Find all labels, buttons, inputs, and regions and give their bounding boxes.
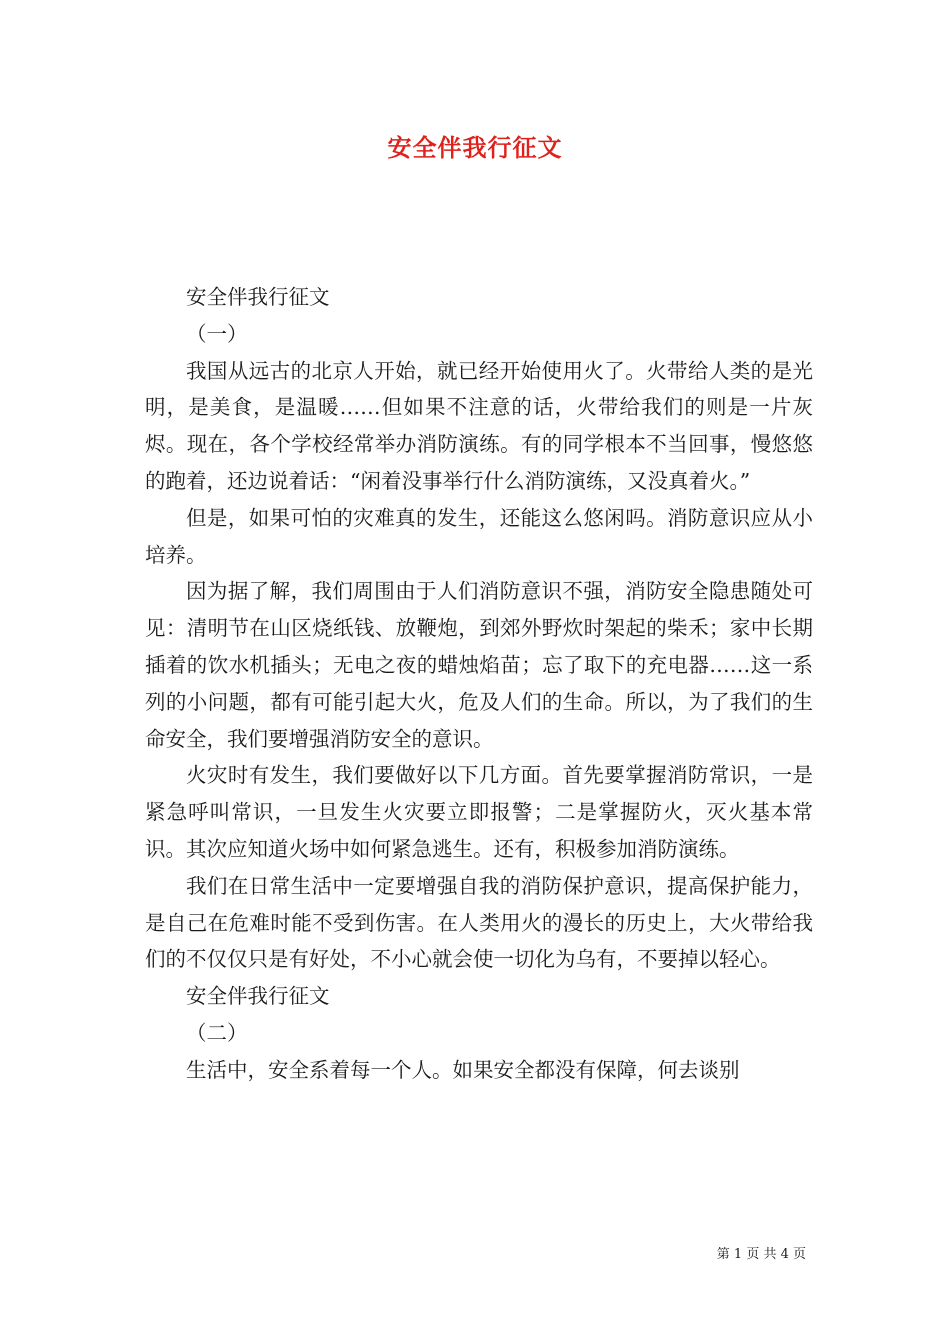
paragraph: 我们在日常生活中一定要增强自我的消防保护意识，提高保护能力，是自己在危难时能不受到伤害。在人类用火的漫长的历史上，大火带给我们的不仅仅只是有好处，不小心就会使一切化为乌有，不要掉以轻心。 — [145, 873, 813, 972]
paragraph: 我国从远古的北京人开始，就已经开始使用火了。火带给人类的是光明，是美食，是温暖……但如果不注意的话，火带给我们的则是一片灰烬。现在，各个学校经常举办消防演练。有的同学根本不当回事，慢悠悠的跑着，还边说着话：“闲着没事举行什么消防演练，又没真着火。” — [145, 358, 813, 493]
section-number-2: （二） — [186, 1020, 248, 1045]
document-title: 安全伴我行征文 — [387, 133, 563, 162]
section-heading-2: 安全伴我行征文 — [186, 984, 330, 1009]
section-number-1: （一） — [186, 321, 248, 346]
document-body — [145, 279, 813, 1089]
paragraph: 但是，如果可怕的灾难真的发生，还能这么悠闲吗。消防意识应从小培养。 — [145, 505, 813, 567]
paragraph: 生活中，安全系着每一个人。如果安全都没有保障，何去谈别 — [186, 1057, 740, 1082]
paragraph: 因为据了解，我们周围由于人们消防意识不强，消防安全隐患随处可见：清明节在山区烧纸钱、放鞭炮，到郊外野炊时架起的柴禾；家中长期插着的饮水机插头；无电之夜的蜡烛焰苗；忘了取下的充电器……这一系列的小问题，都有可能引起大火，危及人们的生命。所以，为了我们的生命安全，我们要增强消防安全的意识。 — [145, 579, 813, 751]
page-number: 第 1 页 共 4 页 — [716, 1247, 806, 1262]
paragraph: 火灾时有发生，我们要做好以下几方面。首先要掌握消防常识，一是紧急呼叫常识，一旦发生火灾要立即报警；二是掌握防火，灭火基本常识。其次应知道火场中如何紧急逃生。还有，积极参加消防演练。 — [145, 763, 813, 861]
section-heading-1: 安全伴我行征文 — [186, 285, 330, 309]
